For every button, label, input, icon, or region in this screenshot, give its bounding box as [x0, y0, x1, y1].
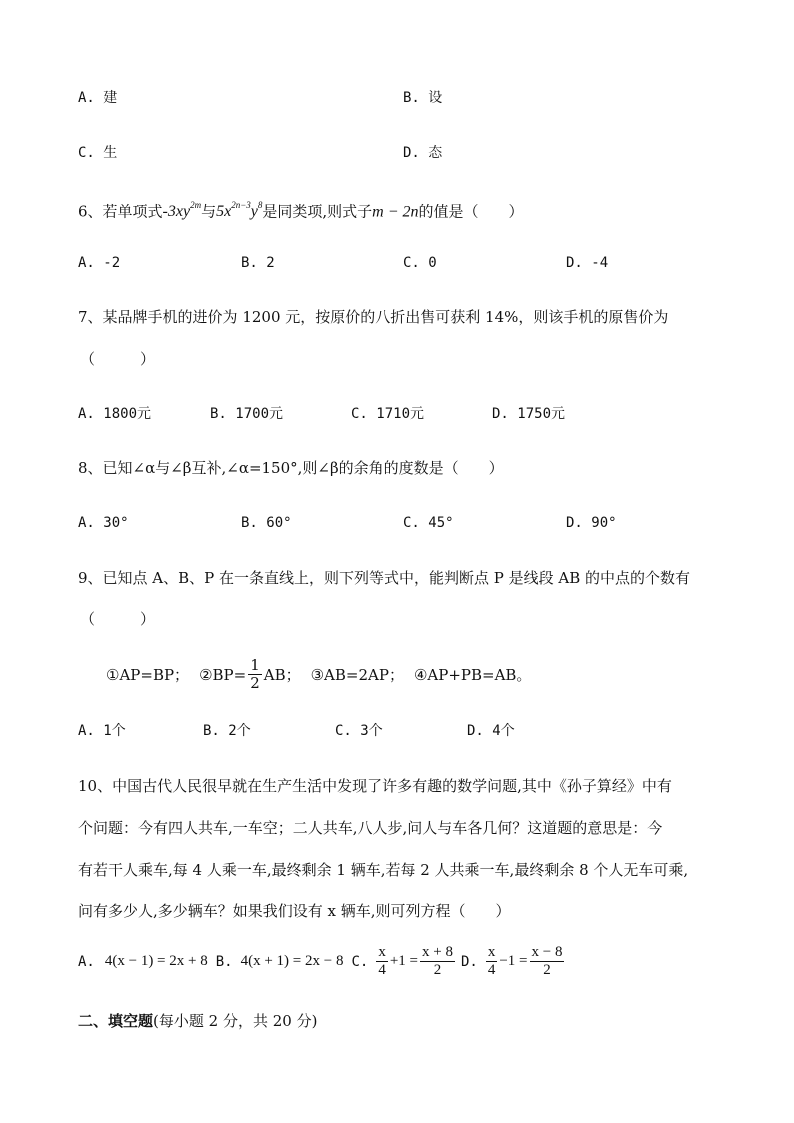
question-6-stem [78, 197, 524, 222]
question-8-stem: 8、已知∠α与∠β互补,∠α=150°,则∠β的余角的度数是（ ） [78, 459, 504, 477]
q10-option-d-fraction-2: $\frac{x - 8}{2}$ [531, 944, 563, 978]
q10-options [78, 944, 566, 979]
question-7-bracket: （ ） [80, 350, 156, 368]
q6-term2: $5x^{2n-3}y^8$ [216, 200, 263, 221]
q10-option-d-label: D. [460, 953, 478, 970]
question-7-stem: 7、某品牌手机的进价为 1200 元，按原价的八折出售可获利 14%，则该手机的原售价为 [78, 308, 669, 326]
question-10-line-4: 问有多少人,多少辆车？如果我们设有 x 辆车,则可列方程（ ） [78, 902, 511, 920]
q7-option-d: D. 1750元 [492, 406, 566, 422]
q7-option-c: C. 1710元 [351, 406, 425, 422]
q9-option-a: A. 1个 [78, 723, 126, 739]
q10-option-b-equation: 4(x + 1) = 2x − 8 [240, 953, 344, 969]
q8-option-b: B. 60° [241, 515, 292, 531]
question-10-line-1: 10、中国古代人民很早就在生产生活中发现了许多有趣的数学问题,其中《孙子算经》中有 [78, 777, 672, 795]
q9-option-c: C. 3个 [335, 723, 383, 739]
q10-option-c-fraction-1: $\frac{x}{4}$ [378, 944, 386, 978]
q6-expression: m − 2n [372, 203, 419, 221]
q9-condition-2-fraction: $\frac{1}{2}$ [250, 656, 260, 692]
q7-option-a: A. 1800元 [78, 406, 152, 422]
q6-suffix2: 的值是（ ） [418, 202, 524, 221]
q9-condition-2-suffix: AB； [263, 666, 301, 684]
q10-option-b-label: B. [215, 953, 233, 970]
q10-option-c-fraction-2: $\frac{x + 8}{2}$ [422, 944, 453, 978]
section-2-heading [78, 1011, 317, 1031]
q10-option-d-fraction-1: $\frac{x}{4}$ [487, 944, 496, 978]
question-10-line-2: 个问题：今有四人共车,一车空；二人共车,八人步,问人与车各几何？这道题的意思是：今 [78, 819, 663, 837]
q10-option-a-equation: 4(x − 1) = 2x + 8 [104, 953, 208, 969]
q7-option-b: B. 1700元 [210, 406, 284, 422]
q9-option-b: B. 2个 [203, 723, 251, 739]
section-2-note: (每小题 2 分，共 20 分) [153, 1012, 318, 1030]
q9-option-d: D. 4个 [467, 723, 515, 739]
question-9-bracket: （ ） [80, 610, 156, 628]
q5-option-a: A. 建 [78, 90, 118, 106]
q5-option-c: C. 生 [78, 145, 118, 161]
q9-condition-2-prefix: ②BP= [199, 665, 247, 684]
q5-option-b: B. 设 [403, 90, 443, 106]
q9-condition-3: ③AB=2AP； [310, 666, 404, 684]
q6-option-a: A. -2 [78, 255, 121, 271]
q5-option-d: D. 态 [403, 145, 443, 161]
q10-option-c-label: C. [351, 953, 369, 970]
q10-option-c-mid: +1 = [389, 953, 418, 969]
q6-option-c: C. 0 [403, 255, 437, 271]
q9-conditions [106, 657, 531, 692]
q6-term1: $-3xy^{2m}$ [162, 200, 202, 221]
q6-prefix: 6、若单项式 [78, 202, 163, 221]
q9-condition-1: ①AP=BP； [106, 666, 190, 684]
q6-mid: 与 [201, 202, 217, 221]
question-9-stem: 9、已知点 A、B、P 在一条直线上，则下列等式中，能判断点 P 是线段 AB 的中点的个数有 [78, 569, 691, 587]
question-10-line-3: 有若干人乘车,每 4 人乘一车,最终剩余 1 辆车,若每 2 人共乘一车,最终剩余 8 个人无车可乘, [78, 861, 689, 879]
q10-option-a-label: A. [78, 953, 95, 970]
q6-option-d: D. -4 [566, 255, 609, 271]
section-2-title: 二、填空题 [78, 1012, 154, 1030]
q6-option-b: B. 2 [241, 255, 275, 271]
q10-option-d-mid: −1 = [499, 953, 528, 969]
q8-option-a: A. 30° [78, 515, 129, 531]
q8-option-c: C. 45° [403, 515, 454, 531]
q8-option-d: D. 90° [566, 515, 617, 531]
q6-suffix1: 是同类项,则式子 [262, 202, 373, 221]
q9-condition-4: ④AP+PB=AB。 [413, 666, 532, 684]
